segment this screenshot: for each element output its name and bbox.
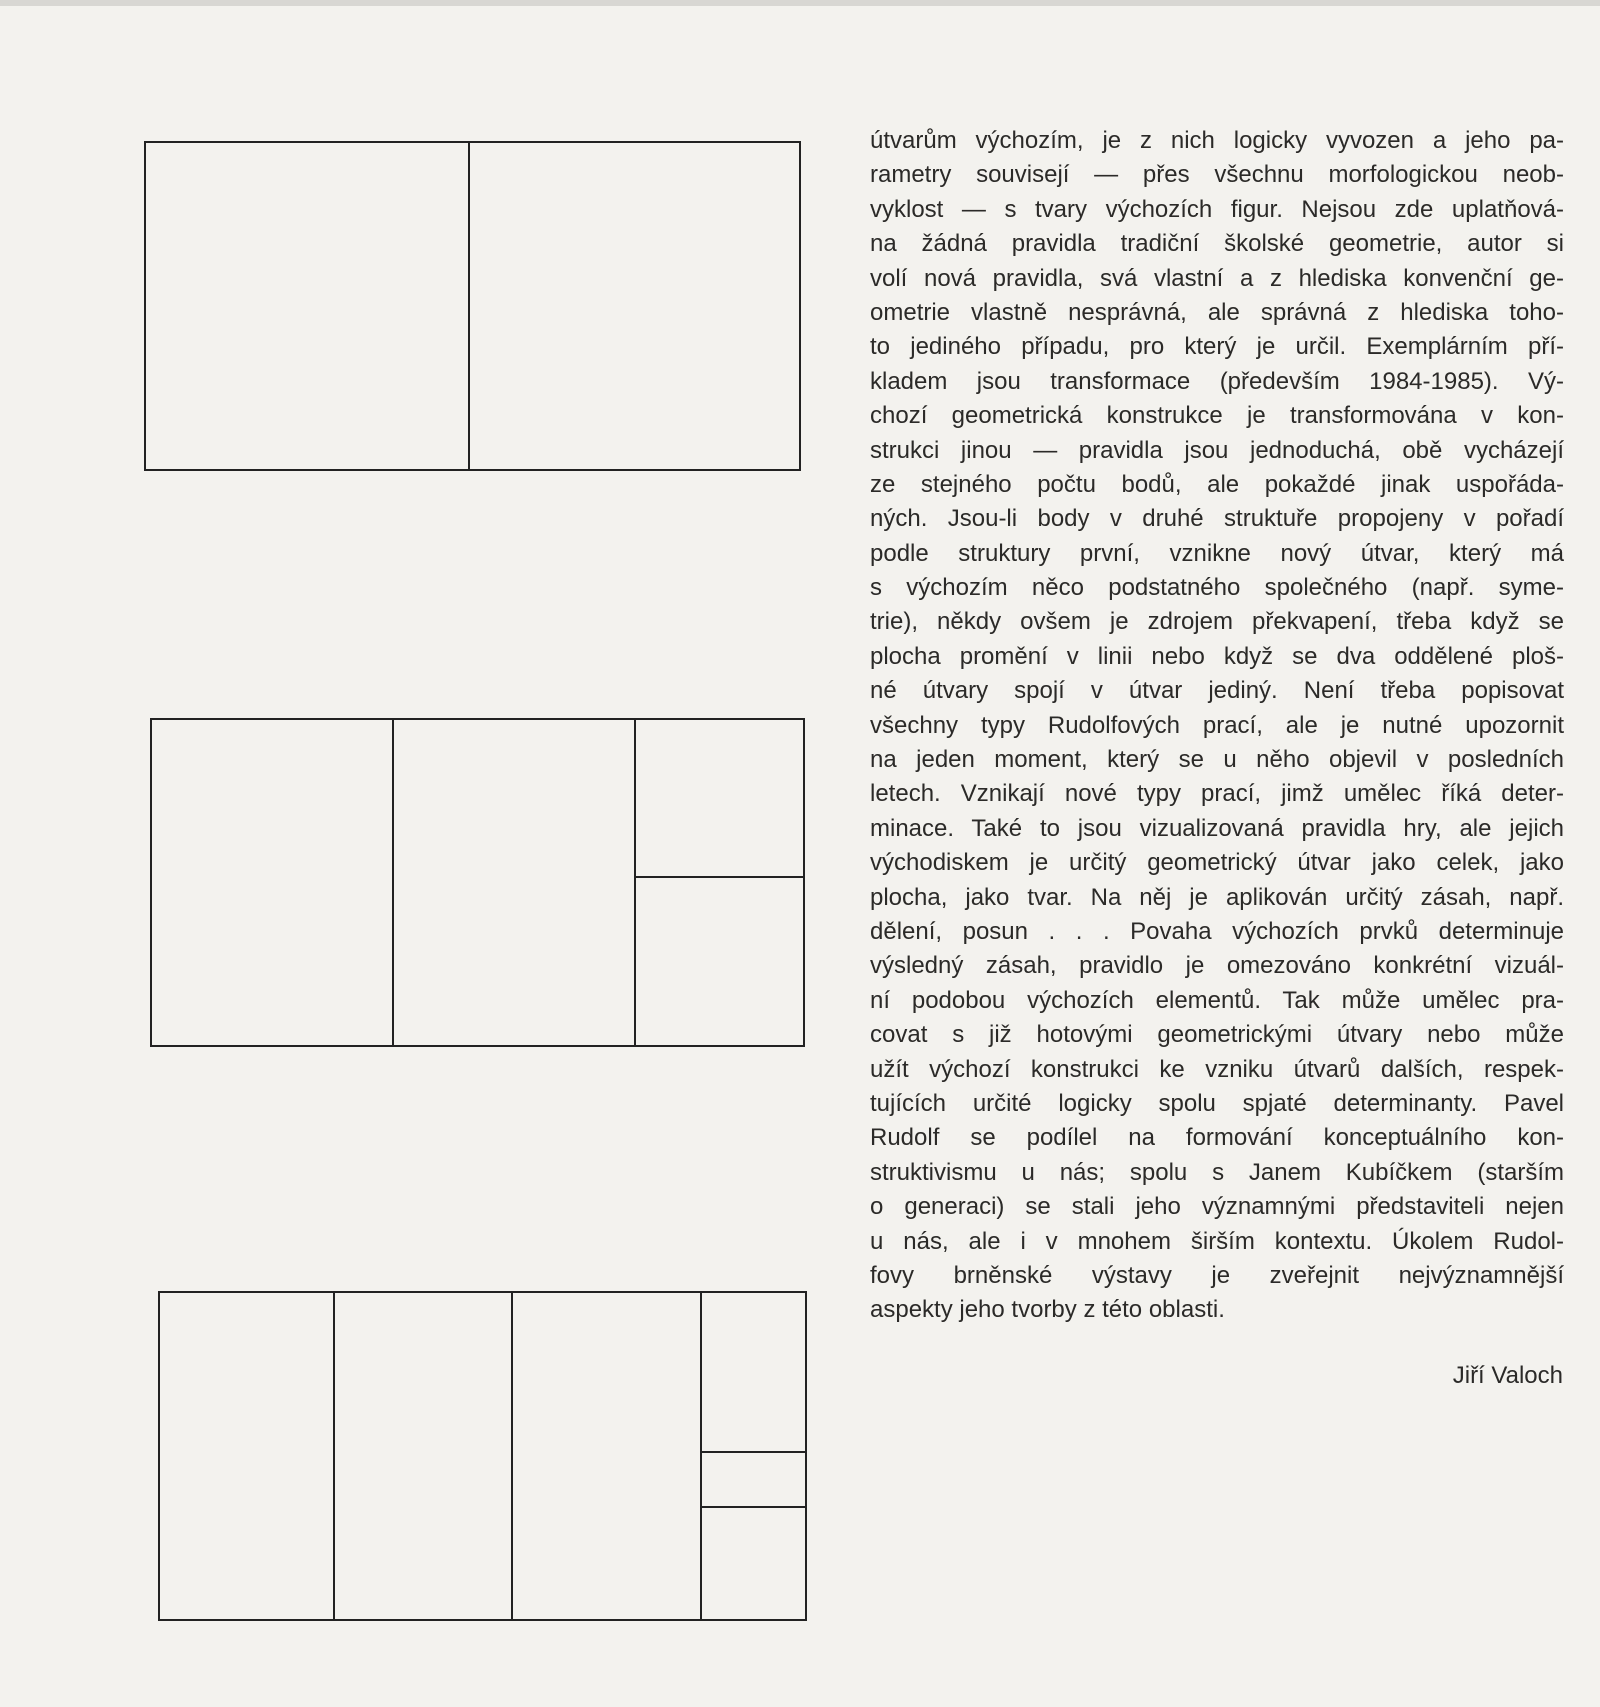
text-line: tujících určité logicky spolu spjaté determinanty. Pavel: [870, 1089, 1564, 1117]
text-line: Rudolf se podílel na formování konceptuálního kon-: [870, 1124, 1564, 1152]
text-line: né útvary spojí v útvar jediný. Není třeba popisovat: [870, 677, 1564, 705]
text-line: dělení, posun . . . Povaha výchozích prvků determinuje: [870, 917, 1564, 945]
text-line: fovy brněnské výstavy je zveřejnit nejvýznamnější: [870, 1261, 1564, 1289]
body-text-column: [870, 124, 1564, 1328]
text-line: o generaci) se stali jeho významnými představiteli nejen: [870, 1193, 1564, 1221]
text-line: na jeden moment, který se u něho objevil v posledních: [870, 746, 1564, 774]
divider-line: [700, 1451, 805, 1453]
text-line: vyklost — s tvary výchozích figur. Nejsou zde uplatňová-: [870, 195, 1564, 223]
text-line: na žádná pravidla tradiční školské geometrie, autor si: [870, 230, 1564, 258]
text-line: plocha promění v linii nebo když se dva oddělené ploš-: [870, 642, 1564, 670]
divider-line: [392, 720, 394, 1045]
text-line: chozí geometrická konstrukce je transformována v kon-: [870, 402, 1564, 430]
author-signature: Jiří Valoch: [1452, 1362, 1563, 1389]
divider-line: [511, 1293, 513, 1619]
figure-four-part-division: [158, 1291, 807, 1621]
text-line: útvarům výchozím, je z nich logicky vyvozen a jeho pa-: [870, 127, 1564, 154]
text-line: to jediného případu, pro který je určil. Exemplárním pří-: [870, 333, 1564, 361]
figure-three-part-division: [150, 718, 805, 1047]
divider-line: [700, 1293, 702, 1619]
divider-line: [468, 143, 470, 469]
text-line: kladem jsou transformace (především 1984-1985). Vý-: [870, 367, 1564, 395]
text-line: volí nová pravidla, svá vlastní a z hlediska konvenční ge-: [870, 264, 1564, 292]
text-line: ní podobou výchozích elementů. Tak může umělec pra-: [870, 986, 1564, 1014]
text-line: letech. Vznikají nové typy prací, jimž umělec říká deter-: [870, 780, 1564, 808]
text-line: výsledný zásah, pravidlo je omezováno konkrétní vizuál-: [870, 952, 1564, 980]
text-line: struktivismu u nás; spolu s Janem Kubíčkem (starším: [870, 1158, 1564, 1186]
text-line: užít výchozí konstrukci ke vzniku útvarů dalších, respek-: [870, 1055, 1564, 1083]
divider-line: [700, 1506, 805, 1508]
divider-line: [333, 1293, 335, 1619]
text-line: u nás, ale i v mnohem širším kontextu. Úkolem Rudol-: [870, 1227, 1564, 1255]
text-line: rametry souvisejí — přes všechnu morfologickou neob-: [870, 161, 1564, 189]
divider-line: [634, 876, 803, 878]
text-line: plocha, jako tvar. Na něj je aplikován určitý zásah, např.: [870, 883, 1564, 911]
text-line: strukci jinou — pravidla jsou jednoduchá, obě vycházejí: [870, 436, 1564, 464]
text-line: covat s již hotovými geometrickými útvary nebo může: [870, 1021, 1564, 1049]
text-line: východiskem je určitý geometrický útvar jako celek, jako: [870, 849, 1564, 877]
text-line: aspekty jeho tvorby z této oblasti.: [870, 1296, 1225, 1324]
text-line: s výchozím něco podstatného společného (např. syme-: [870, 574, 1564, 602]
text-line: podle struktury první, vznikne nový útvar, který má: [870, 539, 1564, 567]
text-line: minace. Také to jsou vizualizovaná pravidla hry, ale jejich: [870, 814, 1564, 842]
text-line: trie), někdy ovšem je zdrojem překvapení, třeba když se: [870, 608, 1564, 636]
text-line: ných. Jsou-li body v druhé struktuře propojeny v pořadí: [870, 505, 1564, 533]
divider-line: [634, 720, 636, 1045]
figure-two-part-division: [144, 141, 801, 471]
text-line: všechny typy Rudolfových prací, ale je nutné upozornit: [870, 711, 1564, 739]
text-line: ometrie vlastně nesprávná, ale správná z hlediska toho-: [870, 298, 1564, 326]
scan-top-edge: [0, 0, 1600, 6]
text-line: ze stejného počtu bodů, ale pokaždé jinak uspořáda-: [870, 470, 1564, 498]
